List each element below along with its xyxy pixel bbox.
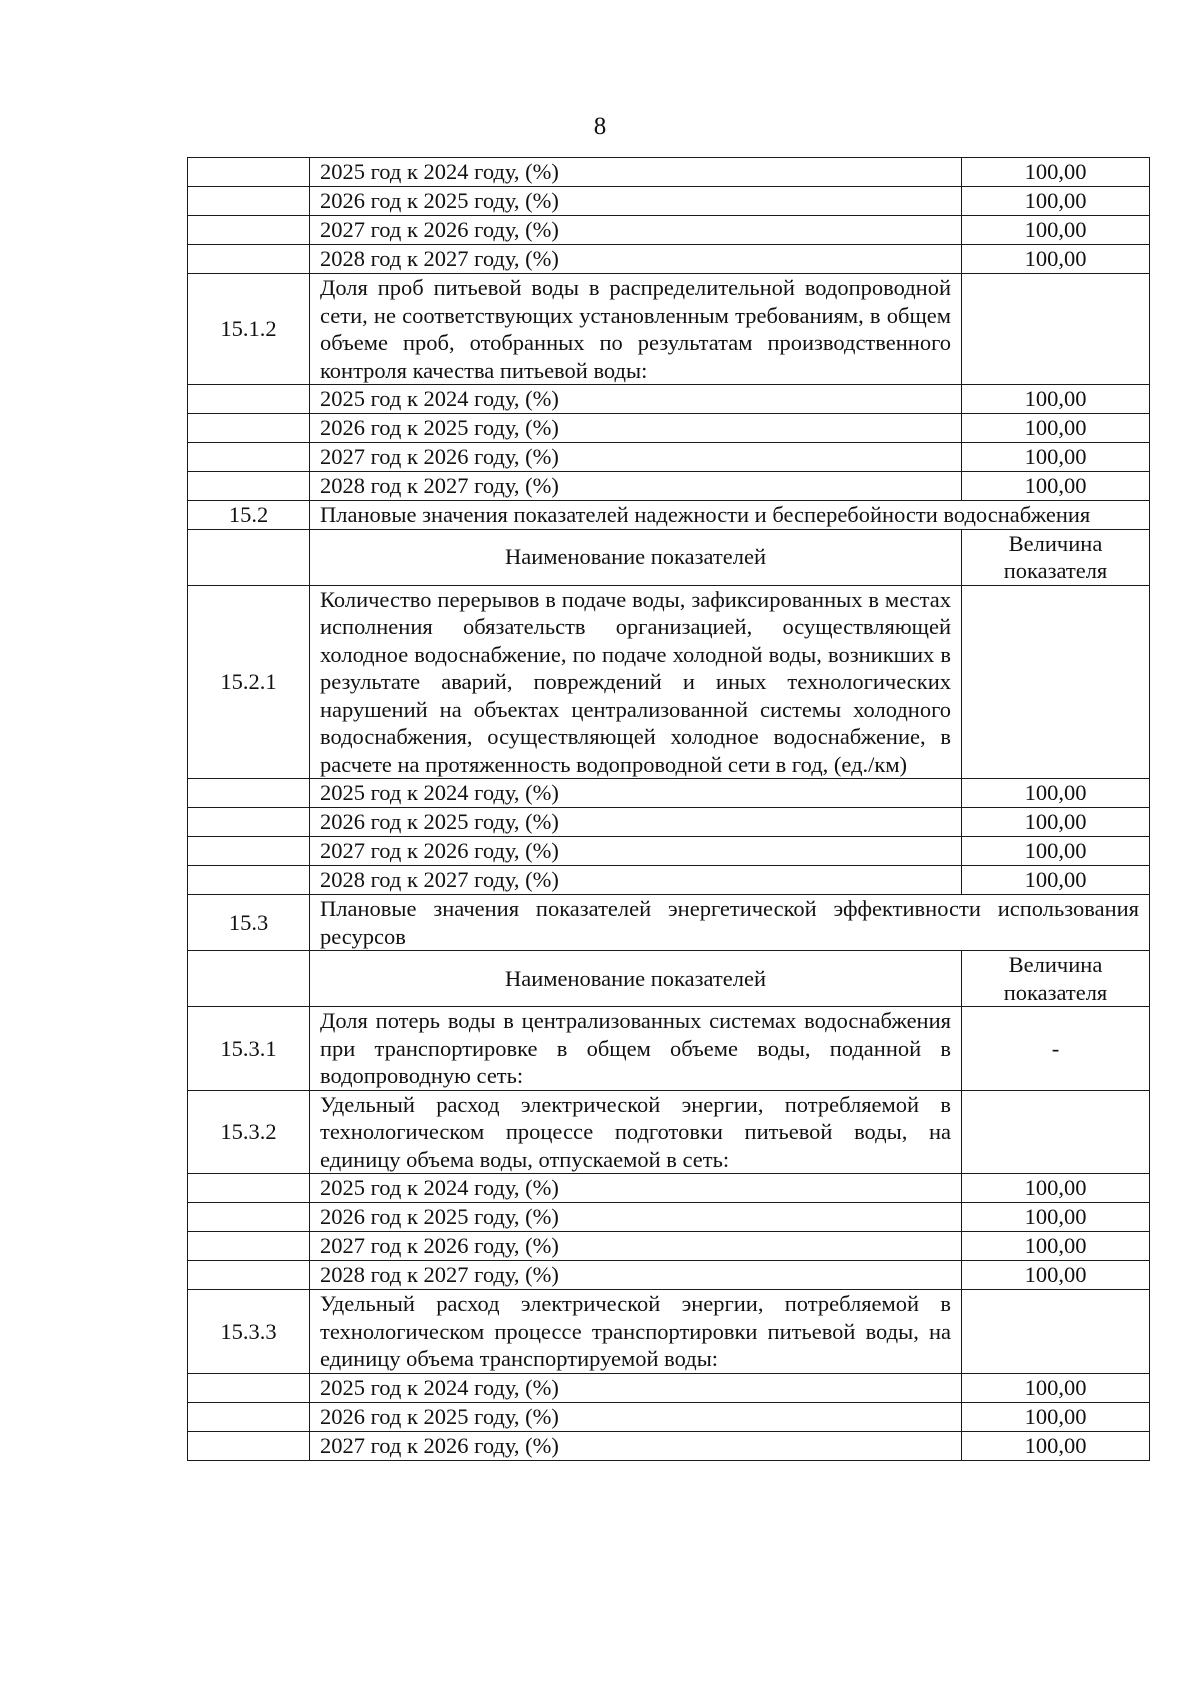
row-number [188,187,310,216]
table-row [188,158,1150,187]
period-value: 100,00 [962,1232,1150,1261]
table-row [188,1373,1150,1402]
period-label: 2027 год к 2026 году, (%) [310,443,962,472]
header-value-column: Величина показателя [962,529,1150,585]
row-number [188,1431,310,1460]
period-value: 100,00 [962,443,1150,472]
table-row [188,501,1150,530]
indicator-number: 15.3.3 [188,1290,310,1374]
indicator-number: 15.1.2 [188,274,310,385]
indicator-number: 15.3.2 [188,1090,310,1174]
period-label: 2028 год к 2027 году, (%) [310,472,962,501]
row-number [188,1174,310,1203]
period-value: 100,00 [962,245,1150,274]
period-label: 2026 год к 2025 году, (%) [310,1203,962,1232]
period-label: 2026 год к 2025 году, (%) [310,808,962,837]
section-number: 15.2 [188,501,310,530]
table-row [188,1174,1150,1203]
period-label: 2025 год к 2024 году, (%) [310,1174,962,1203]
period-value: 100,00 [962,187,1150,216]
table-row [188,529,1150,585]
table-row [188,1090,1150,1174]
indicators-table [187,157,1150,1461]
period-label: 2025 год к 2024 году, (%) [310,1373,962,1402]
indicator-value [962,1090,1150,1174]
row-number [188,808,310,837]
period-label: 2026 год к 2025 году, (%) [310,187,962,216]
header-name-column: Наименование показателей [310,951,962,1007]
table-row [188,216,1150,245]
table-row [188,187,1150,216]
period-value: 100,00 [962,1431,1150,1460]
period-label: 2027 год к 2026 году, (%) [310,837,962,866]
table-row [188,1007,1150,1091]
indicator-number: 15.2.1 [188,585,310,779]
row-number [188,779,310,808]
table-row [188,1232,1150,1261]
indicator-value [962,274,1150,385]
header-name-column: Наименование показателей [310,529,962,585]
table-row [188,779,1150,808]
period-label: 2028 год к 2027 году, (%) [310,1261,962,1290]
period-label: 2026 год к 2025 году, (%) [310,414,962,443]
table-row [188,895,1150,951]
table-row [188,837,1150,866]
period-value: 100,00 [962,779,1150,808]
row-number [188,245,310,274]
period-value: 100,00 [962,1373,1150,1402]
header-number-cell [188,529,310,585]
period-value: 100,00 [962,808,1150,837]
section-number: 15.3 [188,895,310,951]
row-number [188,216,310,245]
table-row [188,385,1150,414]
header-value-column: Величина показателя [962,951,1150,1007]
header-number-cell [188,951,310,1007]
period-value: 100,00 [962,216,1150,245]
table-row [188,1203,1150,1232]
indicator-name: Доля потерь воды в централизованных системах водоснабжения при транспортировке в общем объеме воды, поданной в водопроводную сеть: [310,1007,962,1091]
row-number [188,414,310,443]
row-number [188,1373,310,1402]
table-row [188,472,1150,501]
table-row [188,808,1150,837]
period-value: 100,00 [962,1402,1150,1431]
table-row [188,443,1150,472]
period-label: 2028 год к 2027 году, (%) [310,245,962,274]
period-label: 2028 год к 2027 году, (%) [310,866,962,895]
period-label: 2025 год к 2024 году, (%) [310,385,962,414]
table-row [188,1402,1150,1431]
table-row [188,951,1150,1007]
row-number [188,443,310,472]
indicator-name: Удельный расход электрической энергии, потребляемой в технологическом процессе подготовки питьевой воды, на единицу объема воды, отпускаемой в сеть: [310,1090,962,1174]
period-label: 2027 год к 2026 году, (%) [310,216,962,245]
period-label: 2027 год к 2026 году, (%) [310,1431,962,1460]
table-row [188,585,1150,779]
period-value: 100,00 [962,866,1150,895]
row-number [188,1232,310,1261]
section-title: Плановые значения показателей энергетической эффективности использования ресурсов [310,895,1150,951]
indicator-value: - [962,1007,1150,1091]
table-row [188,866,1150,895]
row-number [188,158,310,187]
indicator-name: Удельный расход электрической энергии, потребляемой в технологическом процессе транспортировки питьевой воды, на единицу объема транспортируемой воды: [310,1290,962,1374]
indicator-value [962,1290,1150,1374]
period-label: 2025 год к 2024 году, (%) [310,779,962,808]
period-label: 2025 год к 2024 году, (%) [310,158,962,187]
row-number [188,1402,310,1431]
table-row [188,245,1150,274]
row-number [188,1261,310,1290]
row-number [188,385,310,414]
period-value: 100,00 [962,158,1150,187]
period-value: 100,00 [962,1261,1150,1290]
indicator-name: Доля проб питьевой воды в распределительной водопроводной сети, не соответствующих установленным требованиям, в общем объеме проб, отобранных по результатам производственного контроля качества питьевой воды: [310,274,962,385]
table-row [188,1290,1150,1374]
row-number [188,866,310,895]
table-row [188,414,1150,443]
row-number [188,472,310,501]
table-row [188,274,1150,385]
period-label: 2027 год к 2026 году, (%) [310,1232,962,1261]
table-row [188,1261,1150,1290]
table-row [188,1431,1150,1460]
period-value: 100,00 [962,837,1150,866]
indicator-name: Количество перерывов в подаче воды, зафиксированных в местах исполнения обязательств организацией, осуществляющей холодное водоснабжение, по подаче холодной воды, возникших в результате аварий, повреждений и иных технологических нарушений на объектах централизованной системы холодного водоснабжения, осуществляющей холодное водоснабжение, в расчете на протяженность водопроводной сети в год, (ед./км) [310,585,962,779]
indicator-number: 15.3.1 [188,1007,310,1091]
period-value: 100,00 [962,1203,1150,1232]
period-value: 100,00 [962,472,1150,501]
section-title: Плановые значения показателей надежности и бесперебойности водоснабжения [310,501,1150,530]
period-value: 100,00 [962,385,1150,414]
period-value: 100,00 [962,414,1150,443]
period-value: 100,00 [962,1174,1150,1203]
row-number [188,837,310,866]
indicator-value [962,585,1150,779]
page-number: 8 [593,113,607,140]
period-label: 2026 год к 2025 году, (%) [310,1402,962,1431]
row-number [188,1203,310,1232]
